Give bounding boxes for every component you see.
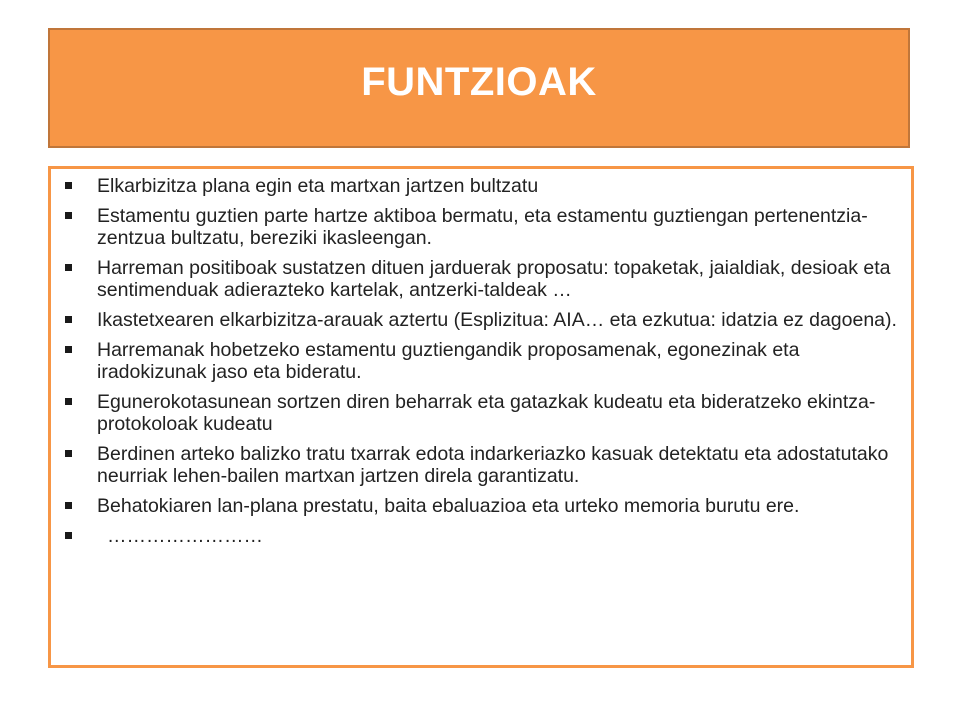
square-bullet-icon [65,182,72,189]
square-bullet-icon [65,502,72,509]
list-item-text: …………………… [107,525,263,547]
list-item [63,205,897,249]
content-box [48,166,914,668]
square-bullet-icon [65,264,72,271]
square-bullet-icon [65,450,72,457]
list-item [63,391,897,435]
square-bullet-icon [65,212,72,219]
list-item [63,175,897,197]
square-bullet-icon [65,316,72,323]
list-item [63,495,897,517]
list-item-text: Elkarbizitza plana egin eta martxan jartzen bultzatu [97,175,539,197]
list-item-text: Harremanak hobetzeko estamentu guztiengandik proposamenak, egonezinak eta iradokizunak jaso eta bideratu. [97,339,800,383]
bullet-list [63,175,897,547]
list-item [63,309,897,331]
list-item [63,339,897,383]
square-bullet-icon [65,346,72,353]
list-item-text: Behatokiaren lan-plana prestatu, baita ebaluazioa eta urteko memoria burutu ere. [97,495,800,517]
list-item-text: Ikastetxearen elkarbizitza-arauak aztertu (Esplizitua: AIA… eta ezkutua: idatzia ez dagoena). [97,309,897,331]
square-bullet-icon [65,398,72,405]
slide-title: FUNTZIOAK [361,60,597,104]
list-item [63,525,897,547]
title-box [48,28,910,148]
list-item-text: Berdinen arteko balizko tratu txarrak edota indarkeriazko kasuak detektatu eta adostatutako neurriak lehen-bailen martxan jartzen direla garantizatu. [97,443,889,487]
list-item [63,257,897,301]
list-item-text: Egunerokotasunean sortzen diren beharrak eta gatazkak kudeatu eta bideratzeko ekintza-protokoloak kudeatu [97,391,876,435]
list-item [63,443,897,487]
square-bullet-icon [65,532,72,539]
list-item-text: Estamentu guztien parte hartze aktiboa bermatu, eta estamentu guztiengan pertenentzia-zentzua bultzatu, bereziki ikasleengan. [97,205,868,249]
list-item-text: Harreman positiboak sustatzen dituen jarduerak proposatu: topaketak, jaialdiak, desioak eta sentimenduak adierazteko kartelak, antzerki-taldeak … [97,257,891,301]
